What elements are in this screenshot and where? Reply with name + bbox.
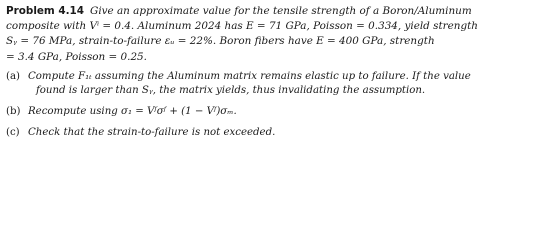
part-c	[6, 126, 534, 141]
intro-line-1: Give an approximate value for the tensile strength of a Boron/Aluminum	[90, 5, 472, 17]
problem-title: Problem 4.14	[6, 5, 85, 17]
intro-line-3: Sᵧ = 76 MPa, strain-to-failure εᵤ = 22%. Boron fibers have E = 400 GPa, strength	[6, 35, 435, 48]
intro-line-4: = 3.4 GPa, Poisson = 0.25.	[6, 50, 147, 63]
part-a-line-1: Compute F₁ₜ assuming the Aluminum matrix remains elastic up to failure. If the value	[28, 70, 471, 82]
problem-statement	[6, 4, 534, 65]
problem-parts	[6, 70, 534, 140]
part-a-label: (a)	[6, 70, 21, 82]
part-c-line-1: Check that the strain-to-failure is not exceeded.	[28, 126, 276, 138]
part-b	[6, 105, 534, 120]
part-b-label: (b)	[6, 106, 21, 117]
intro-line-2: composite with Vⁱ = 0.4. Aluminum 2024 has E = 71 GPa, Poisson = 0.334, yield strength	[6, 20, 478, 33]
part-b-line-1: Recompute using σ₁ = Vᶠσᶠ + (1 − Vᶠ)σₘ.	[28, 106, 237, 117]
part-a-line-2: found is larger than Sᵧ, the matrix yields, thus invalidating the assumption.	[36, 85, 426, 97]
part-a	[6, 70, 534, 99]
part-c-label: (c)	[6, 126, 20, 138]
